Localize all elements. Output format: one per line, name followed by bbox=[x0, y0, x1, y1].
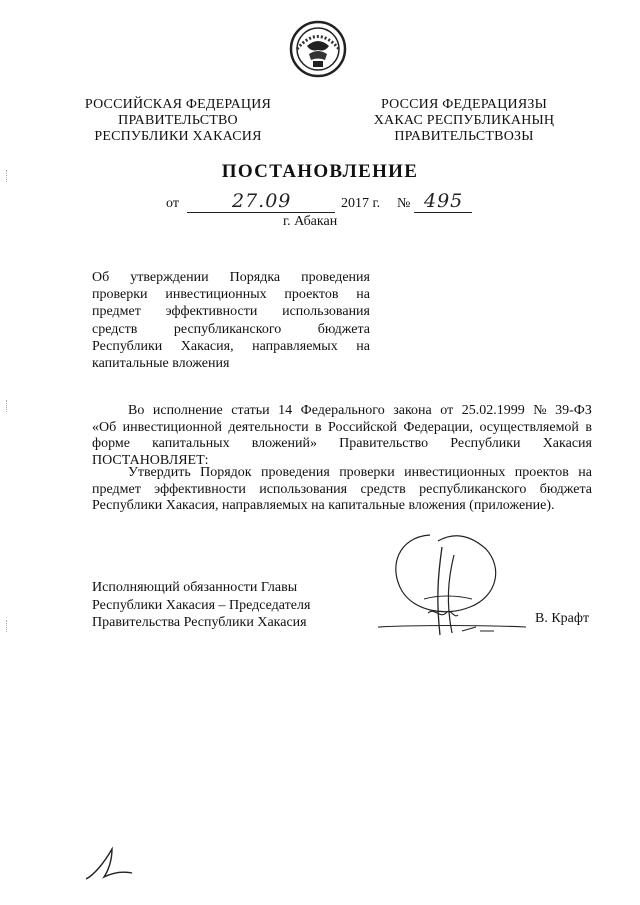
subject-line bbox=[92, 321, 370, 338]
header-left bbox=[80, 97, 276, 145]
paragraph-word: вложений» bbox=[251, 436, 317, 452]
header-left-line1: РОССИЙСКАЯ ФЕДЕРАЦИЯ bbox=[84, 97, 272, 112]
header-right-line2: ХАКАС РЕСПУБЛИКАНЫҢ bbox=[373, 113, 555, 128]
paragraph-word: «Об bbox=[92, 419, 117, 435]
subject-word: республиканского bbox=[173, 321, 282, 337]
subject-word: направляемых bbox=[252, 338, 338, 354]
subject-word: Порядка bbox=[229, 270, 281, 285]
paragraph-word: республиканского bbox=[419, 481, 527, 497]
subject-line bbox=[92, 303, 370, 320]
signatory-position bbox=[92, 579, 310, 632]
number-handwritten: 495 bbox=[424, 190, 464, 212]
handwritten-initial bbox=[78, 845, 138, 885]
paragraph-word: 25.02.1999 bbox=[461, 403, 525, 418]
subject-word: использования bbox=[282, 304, 370, 320]
paragraph-line bbox=[92, 436, 592, 453]
subject-word: бюджета bbox=[317, 321, 370, 337]
subject-line bbox=[92, 286, 370, 303]
subject-line bbox=[92, 338, 370, 355]
paragraph-word: Хакасия bbox=[542, 436, 592, 452]
handwritten-signature bbox=[368, 527, 528, 647]
paragraph-word: проведения bbox=[260, 465, 330, 480]
paragraph-word: исполнение bbox=[152, 403, 223, 418]
paragraph-word: № bbox=[533, 403, 547, 418]
paragraph-word: форме bbox=[92, 436, 130, 452]
paragraph-line bbox=[92, 465, 592, 482]
paragraph-word: Правительство bbox=[339, 436, 429, 452]
paragraph-line bbox=[92, 482, 592, 499]
coat-of-arms-emblem-icon bbox=[289, 20, 347, 78]
paragraph-word: статьи bbox=[231, 403, 270, 418]
paragraph-word: предмет bbox=[92, 481, 141, 497]
subject-line bbox=[92, 355, 370, 372]
paragraph-word: бюджета bbox=[539, 481, 592, 497]
subject-word: Об bbox=[92, 270, 110, 285]
paragraph-word: на bbox=[578, 465, 592, 480]
city: г. Абакан bbox=[283, 214, 338, 229]
paragraph-word: средств bbox=[360, 481, 406, 497]
subject-word: утверждении bbox=[130, 270, 209, 285]
paragraph-word: инвестиционных bbox=[404, 465, 506, 480]
subject-word: средств bbox=[92, 321, 138, 337]
header-left-line2: ПРАВИТЕЛЬСТВО bbox=[118, 113, 238, 128]
header-left-line3: РЕСПУБЛИКИ ХАКАСИЯ bbox=[94, 129, 262, 144]
subject-word: проектов bbox=[284, 287, 339, 303]
signatory-name: В. Крафт bbox=[535, 611, 590, 626]
subject-word: капитальные вложения bbox=[92, 356, 230, 372]
paragraph-word: проверки bbox=[339, 465, 395, 480]
scan-edge-mark bbox=[6, 620, 7, 632]
subject-word: на bbox=[356, 338, 370, 354]
paragraph-word: Федерации, bbox=[403, 419, 474, 435]
paragraph-line bbox=[92, 498, 592, 515]
subject-word: предмет bbox=[92, 304, 141, 320]
header-right-line1: РОССИЯ ФЕДЕРАЦИЯЗЫ bbox=[380, 97, 548, 112]
document-title: ПОСТАНОВЛЕНИЕ bbox=[221, 161, 419, 182]
header-right-line3: ПРАВИТЕЛЬСТВОЗЫ bbox=[394, 129, 534, 144]
paragraph-word: Российской bbox=[328, 419, 398, 435]
subject-word: Хакасия, bbox=[180, 338, 234, 354]
paragraph-word: использования bbox=[259, 481, 348, 497]
paragraph-word: капитальных bbox=[152, 436, 230, 452]
paragraph-preamble bbox=[92, 403, 592, 469]
paragraph-word: осуществляемой bbox=[479, 419, 579, 435]
paragraph-word: Порядок bbox=[200, 465, 252, 480]
scan-edge-mark bbox=[6, 170, 7, 182]
dateline-prefix: от bbox=[166, 196, 179, 211]
subject-line bbox=[92, 269, 370, 286]
paragraph-word: 39-ФЗ bbox=[555, 403, 592, 418]
paragraph-word: Во bbox=[128, 403, 145, 418]
paragraph-word: в bbox=[585, 419, 592, 435]
paragraph-resolution bbox=[92, 465, 592, 515]
signatory-line1: Исполняющий обязанности Главы bbox=[92, 580, 298, 595]
dateline-number-sign: № bbox=[397, 196, 411, 211]
subject-word: на bbox=[356, 287, 370, 303]
paragraph-word: ПОСТАНОВЛЯЕТ: bbox=[92, 452, 209, 468]
subject-word: эффективности bbox=[165, 304, 258, 320]
paragraph-word: проектов bbox=[514, 465, 569, 480]
date-handwritten: 27.09 bbox=[232, 190, 292, 212]
subject-block bbox=[92, 269, 370, 372]
paragraph-word: 14 bbox=[278, 403, 293, 418]
subject-word: проверки bbox=[92, 287, 148, 303]
subject-word: Республики bbox=[92, 338, 163, 354]
scan-edge-mark bbox=[6, 400, 7, 412]
paragraph-word: в bbox=[314, 419, 322, 435]
paragraph-word: эффективности bbox=[154, 481, 246, 497]
paragraph-word: Федерального bbox=[300, 403, 385, 418]
signatory-line3: Правительства Республики Хакасия bbox=[92, 615, 307, 630]
subject-word: проведения bbox=[301, 270, 370, 285]
paragraph-word: инвестиционной bbox=[122, 419, 223, 435]
paragraph-line bbox=[92, 420, 592, 437]
subject-word: инвестиционных bbox=[165, 287, 267, 303]
paragraph-word: деятельности bbox=[228, 419, 309, 435]
paragraph-line bbox=[92, 403, 592, 420]
signatory-line2: Республики Хакасия – Председателя bbox=[92, 597, 311, 613]
paragraph-word: закона bbox=[393, 403, 432, 418]
header-right bbox=[366, 97, 562, 145]
paragraph-word: Утвердить bbox=[128, 465, 191, 480]
paragraph-word: от bbox=[440, 403, 454, 418]
dateline-year: 2017 г. bbox=[341, 196, 381, 211]
paragraph-word: Республики Хакасия, направляемых на капитальные вложения (приложение). bbox=[92, 498, 555, 514]
paragraph-word: Республики bbox=[450, 436, 521, 452]
